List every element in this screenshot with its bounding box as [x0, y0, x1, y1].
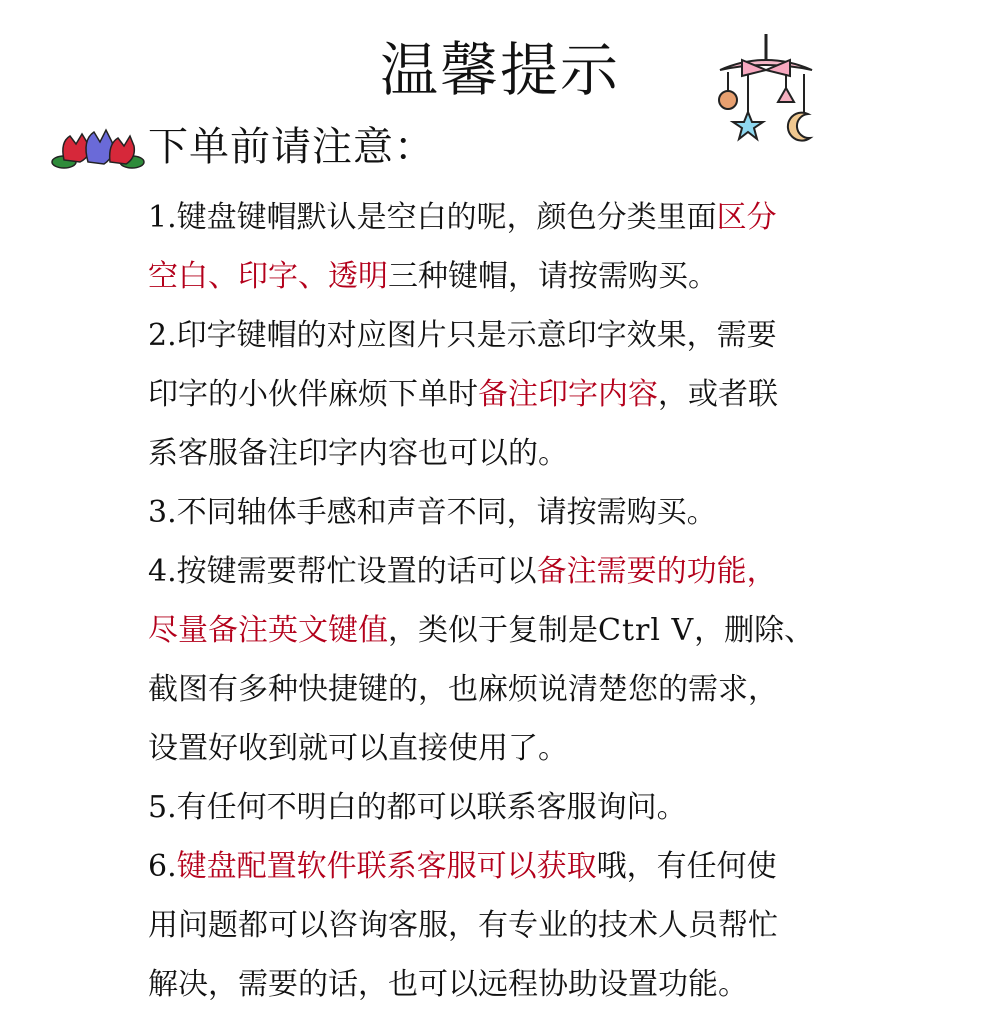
note-highlight: 备注印字内容: [478, 377, 658, 412]
note-number: 6.: [148, 849, 177, 884]
note-number: 4.: [148, 554, 177, 589]
note-text: 印字键帽的对应图片只是示意印字效果，需要: [176, 318, 777, 353]
note-number: 2.: [148, 318, 177, 353]
note-line: [148, 837, 848, 896]
note-line: [148, 365, 848, 424]
note-text: ，类似于复制是: [388, 613, 598, 648]
note-line: [148, 247, 848, 306]
note-text: 键盘键帽默认是空白的呢，颜色分类里面: [176, 200, 717, 235]
note-text: ，或者联: [658, 377, 778, 412]
note-text: 解决，需要的话，也可以远程协助设置功能。: [148, 967, 748, 1002]
note-line: [148, 955, 848, 1014]
note-number: 3.: [148, 495, 177, 530]
page-title: 温馨提示: [379, 36, 620, 104]
note-line: [148, 719, 848, 778]
note-highlight: 区分: [716, 200, 777, 235]
note-text: 系客服备注印字内容也可以的。: [148, 436, 568, 471]
note-line: [148, 424, 848, 483]
note-line: [148, 896, 848, 955]
note-highlight: 键盘配置软件联系客服可以获取: [176, 849, 597, 884]
note-highlight: 空白、印字、透明: [148, 259, 388, 294]
note-highlight: 备注需要的功能，: [536, 554, 777, 589]
note-highlight: 尽量备注英文键值: [148, 613, 388, 648]
note-text: 三种键帽，请按需购买。: [388, 259, 718, 294]
note-line: [148, 483, 848, 542]
note-line: [148, 542, 848, 601]
note-text: 设置好收到就可以直接使用了。: [148, 731, 568, 766]
note-line: [148, 601, 848, 660]
flowers-icon: [50, 126, 146, 172]
baby-mobile-icon: [712, 30, 820, 146]
notice-list: [148, 188, 848, 1014]
note-text: 有任何不明白的都可以联系客服询问。: [176, 790, 687, 825]
note-number: 5.: [148, 790, 177, 825]
note-line: [148, 778, 848, 837]
note-line: [148, 660, 848, 719]
note-text: 按键需要帮忙设置的话可以: [176, 554, 537, 589]
note-line: [148, 188, 848, 247]
note-text: 截图有多种快捷键的，也麻烦说清楚您的需求，: [148, 672, 778, 707]
note-line: [148, 306, 848, 365]
note-text: 哦，有任何使: [596, 849, 777, 884]
note-text: 用问题都可以咨询客服，有专业的技术人员帮忙: [148, 908, 778, 943]
note-text: 印字的小伙伴麻烦下单时: [148, 377, 478, 412]
shortcut-text: Ctrl V: [598, 613, 695, 648]
note-number: 1.: [148, 200, 177, 235]
note-text: 不同轴体手感和声音不同，请按需购买。: [176, 495, 717, 530]
note-text: ，删除、: [694, 613, 815, 648]
notice-heading: 下单前请注意：: [148, 124, 435, 170]
